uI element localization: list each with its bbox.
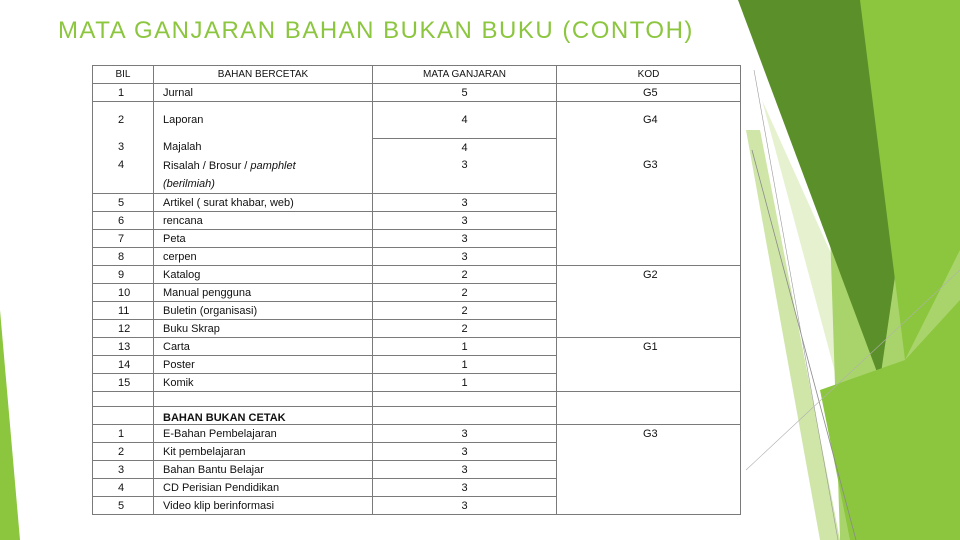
row-item: Laporan [154,102,373,139]
header-kod: KOD [557,66,741,84]
reward-points-table [92,65,741,515]
row-bil: 1 [93,84,154,102]
page-title: MATA GANJARAN BAHAN BUKAN BUKU (CONTOH) [58,17,694,44]
row-mata-ganjaran: 2 [373,284,557,302]
row-item: Buku Skrap [154,320,373,338]
blank-cell [373,392,557,407]
row-item: Video klip berinformasi [154,497,373,515]
row-mata-ganjaran: 5 [373,84,557,102]
table-row [93,356,741,374]
row-bil: 2 [93,102,154,139]
row-item [154,156,373,194]
row-bil: 4 [93,156,154,194]
row-bil: 5 [93,497,154,515]
row-bil: 3 [93,139,154,157]
row-item: E-Bahan Pembelajaran [154,425,373,443]
table-body [93,66,741,515]
table-row [93,320,741,338]
row-kod: G4 [557,102,741,139]
section-heading-bahan-bukan-cetak: BAHAN BUKAN CETAK [154,407,373,425]
left-edge-triangle [0,310,20,540]
row-bil: 11 [93,302,154,320]
row-item: Kit pembelajaran [154,443,373,461]
row-kod [557,248,741,266]
table-row [93,194,741,212]
row-mata-ganjaran: 3 [373,156,557,194]
row-mata-ganjaran: 3 [373,479,557,497]
header-bahan-bercetak: BAHAN BERCETAK [154,66,373,84]
row-item: Komik [154,374,373,392]
row-item: Peta [154,230,373,248]
row-mata-ganjaran: 3 [373,425,557,443]
row-kod [557,320,741,338]
row-mata-ganjaran: 3 [373,194,557,212]
section-blank-kod [557,407,741,425]
header-bil: BIL [93,66,154,84]
row-item: Katalog [154,266,373,284]
row-mata-ganjaran: 3 [373,248,557,266]
section-blank-mata [373,407,557,425]
row-mata-ganjaran: 2 [373,302,557,320]
section-heading-row [93,407,741,425]
row-bil: 4 [93,479,154,497]
row-bil: 9 [93,266,154,284]
row-item: Carta [154,338,373,356]
row-mata-ganjaran: 3 [373,230,557,248]
row-bil: 7 [93,230,154,248]
table-row [93,156,741,194]
row-mata-ganjaran: 3 [373,443,557,461]
row-mata-ganjaran: 1 [373,374,557,392]
row-mata-ganjaran: 4 [373,139,557,157]
row-kod: G2 [557,266,741,284]
row-item: Jurnal [154,84,373,102]
row-item: cerpen [154,248,373,266]
row-bil: 10 [93,284,154,302]
table-row [93,266,741,284]
table-row [93,425,741,443]
table-row [93,84,741,102]
row-kod [557,443,741,461]
row-item-line2: (berilmiah) [163,178,215,190]
row-mata-ganjaran: 4 [373,102,557,139]
row-kod [557,230,741,248]
table-row [93,374,741,392]
row-item: Bahan Bantu Belajar [154,461,373,479]
row-item-italic: pamphlet [250,160,296,172]
row-item-text: Risalah / Brosur / [163,160,251,172]
row-kod: G1 [557,338,741,356]
row-bil: 3 [93,461,154,479]
blank-row [93,392,741,407]
table-row [93,284,741,302]
row-kod [557,479,741,497]
row-mata-ganjaran: 2 [373,266,557,284]
table-header-row [93,66,741,84]
row-item: Buletin (organisasi) [154,302,373,320]
row-kod [557,284,741,302]
row-item: rencana [154,212,373,230]
row-bil: 13 [93,338,154,356]
row-mata-ganjaran: 1 [373,356,557,374]
row-item: Poster [154,356,373,374]
row-item: Manual pengguna [154,284,373,302]
row-kod [557,356,741,374]
row-kod [557,461,741,479]
row-kod [557,139,741,157]
table-row [93,479,741,497]
row-kod: G3 [557,425,741,443]
table-row [93,497,741,515]
row-mata-ganjaran: 2 [373,320,557,338]
row-bil: 12 [93,320,154,338]
row-bil: 14 [93,356,154,374]
row-item: Majalah [154,139,373,157]
table-row [93,230,741,248]
row-item: CD Perisian Pendidikan [154,479,373,497]
row-mata-ganjaran: 3 [373,497,557,515]
row-kod [557,374,741,392]
table-row [93,302,741,320]
row-kod [557,497,741,515]
blank-cell [557,392,741,407]
row-bil: 6 [93,212,154,230]
table-row [93,443,741,461]
row-kod [557,212,741,230]
blank-cell [154,392,373,407]
row-kod [557,194,741,212]
row-bil: 5 [93,194,154,212]
row-item: Artikel ( surat khabar, web) [154,194,373,212]
row-kod: G5 [557,84,741,102]
table-row [93,248,741,266]
row-bil: 1 [93,425,154,443]
row-bil: 2 [93,443,154,461]
row-mata-ganjaran: 3 [373,212,557,230]
row-mata-ganjaran: 3 [373,461,557,479]
table-row [93,212,741,230]
table-row [93,102,741,139]
blank-cell [93,392,154,407]
row-mata-ganjaran: 1 [373,338,557,356]
section-blank-bil [93,407,154,425]
row-kod: G3 [557,156,741,194]
row-bil: 8 [93,248,154,266]
row-bil: 15 [93,374,154,392]
table-row [93,139,741,157]
table-row [93,461,741,479]
row-kod [557,302,741,320]
table-row [93,338,741,356]
header-mata-ganjaran: MATA GANJARAN [373,66,557,84]
